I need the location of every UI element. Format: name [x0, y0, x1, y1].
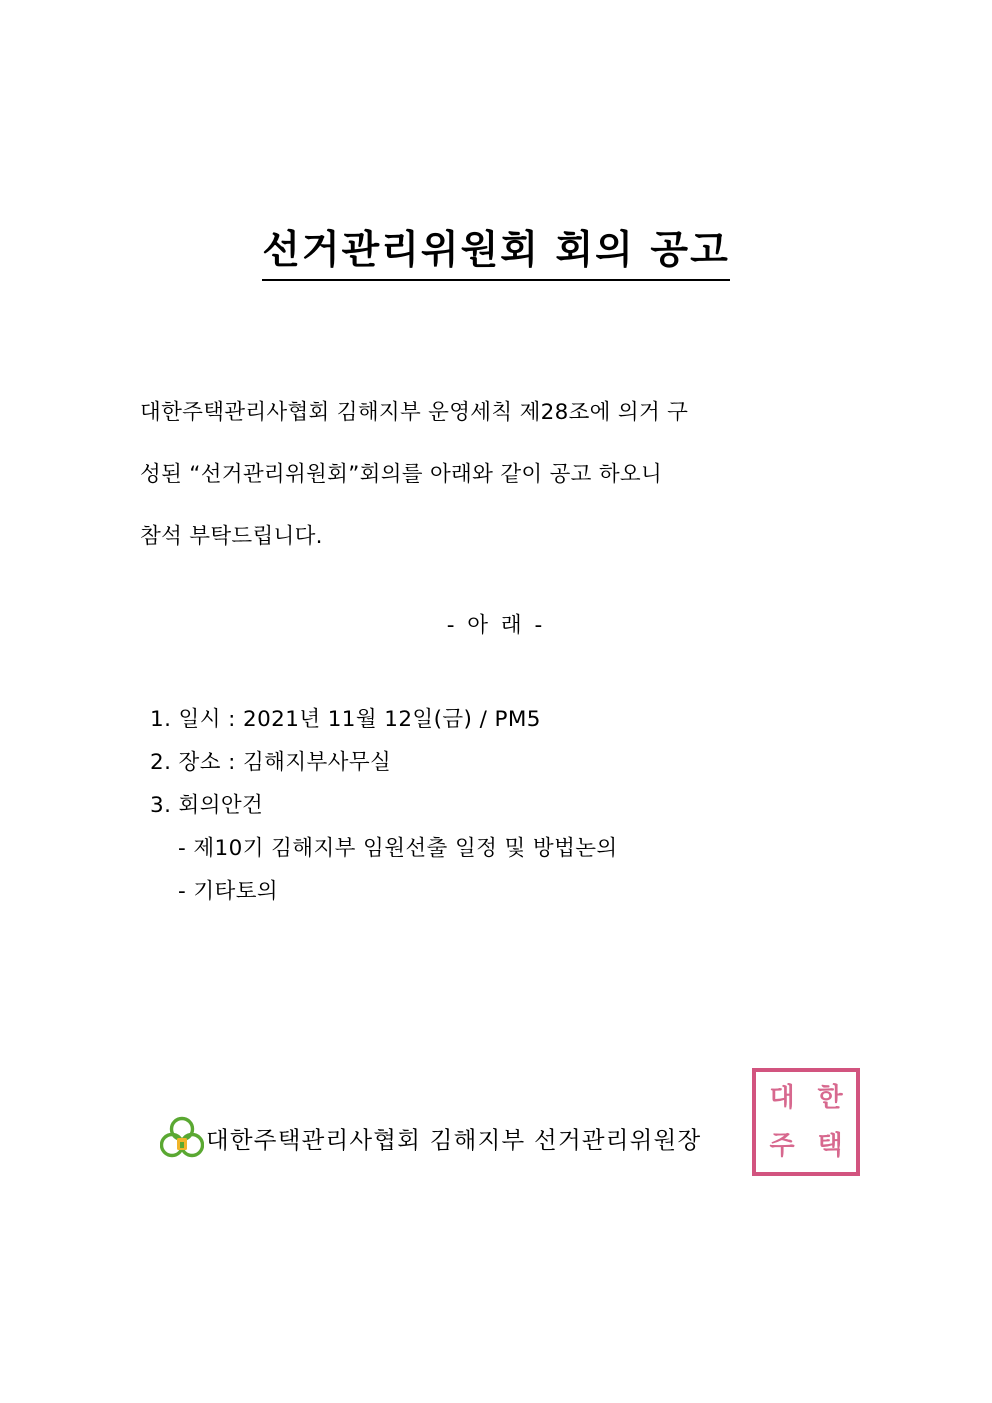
- intro-line-1: 대한주택관리사협회 김해지부 운영세칙 제28조에 의거 구: [140, 400, 689, 425]
- list-item: 3. 회의안건: [150, 793, 264, 818]
- agenda-list: [150, 698, 910, 913]
- seal-character: 한: [817, 1083, 843, 1113]
- official-seal: [752, 1068, 860, 1176]
- list-item: - 기타토의: [178, 879, 279, 904]
- seal-character: 주: [769, 1131, 795, 1161]
- seal-character: 택: [817, 1131, 843, 1161]
- association-logo-icon: [160, 1116, 204, 1160]
- seal-characters: [758, 1074, 854, 1170]
- signature-text: 대한주택관리사협회 김해지부 선거관리위원장: [206, 1126, 702, 1154]
- seal-character: 대: [769, 1083, 795, 1113]
- list-item: 1. 일시 : 2021년 11월 12일(금) / PM5: [150, 707, 541, 732]
- list-item: 2. 장소 : 김해지부사무실: [150, 750, 392, 775]
- page-title-text: 선거관리위원회 회의 공고: [262, 228, 730, 281]
- page-title: [0, 228, 992, 275]
- list-item: - 제10기 김해지부 임원선출 일정 및 방법논의: [178, 836, 618, 861]
- intro-line-2: 성된 “선거관리위원회”회의를 아래와 같이 공고 하오니: [140, 462, 663, 487]
- intro-line-3: 참석 부탁드립니다.: [140, 524, 323, 549]
- intro-paragraph: [140, 382, 856, 568]
- section-divider: - 아 래 -: [446, 613, 546, 638]
